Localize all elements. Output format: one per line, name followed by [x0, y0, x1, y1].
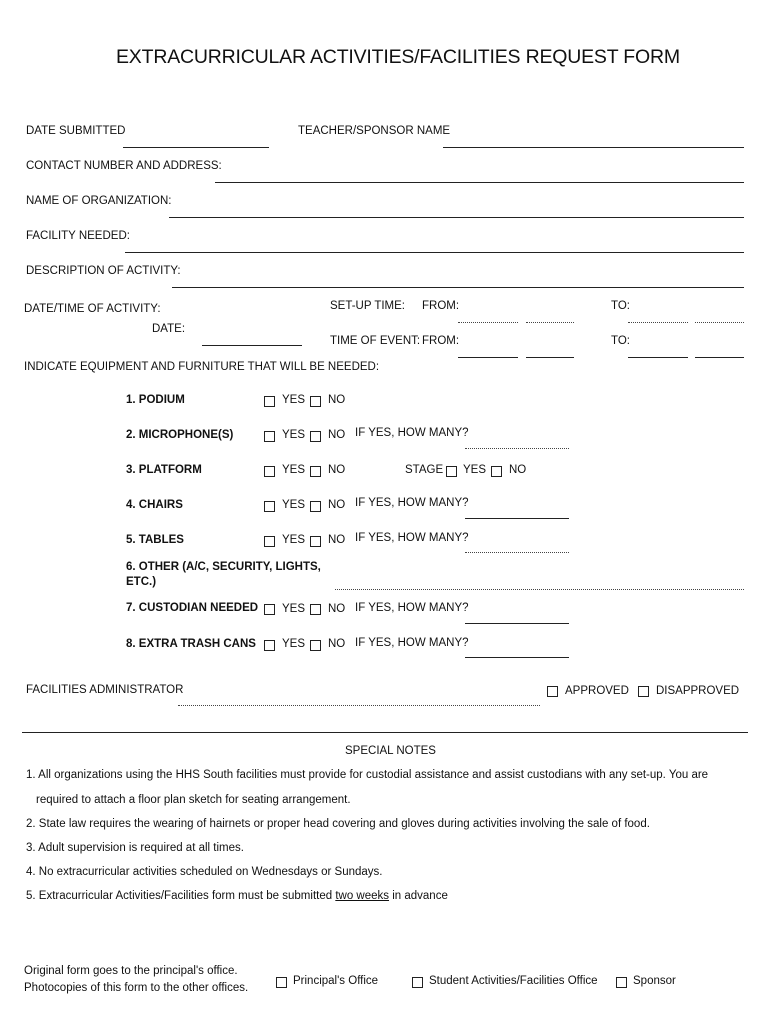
teacher-sponsor-label: TEACHER/SPONSOR NAME	[298, 125, 451, 137]
note-1-line1: 1. All organizations using the HHS South facilities must provide for custodial assistance and assist custodians with any set-up. You are	[26, 769, 709, 781]
platform-yes-label: YES	[282, 464, 306, 476]
setup-from-field-1[interactable]	[458, 322, 518, 323]
stage-no-label: NO	[509, 464, 527, 476]
chairs-no-label: NO	[328, 499, 346, 511]
trash-yes-checkbox[interactable]	[264, 640, 275, 651]
disapproved-checkbox[interactable]	[638, 686, 649, 697]
tables-yes-checkbox[interactable]	[264, 536, 275, 547]
facility-field[interactable]	[125, 252, 744, 253]
sponsor-checkbox[interactable]	[616, 977, 627, 988]
description-field[interactable]	[172, 287, 744, 288]
date-submitted-label: DATE SUBMITTED	[26, 125, 126, 137]
other-field[interactable]	[335, 589, 744, 590]
note-5-text: 5. Extracurricular Activities/Facilities form must be submitted	[26, 890, 336, 902]
custodian-yes-checkbox[interactable]	[264, 604, 275, 615]
item-trash-label: 8. EXTRA TRASH CANS	[126, 638, 256, 650]
form-title: EXTRACURRICULAR ACTIVITIES/FACILITIES REQUEST FORM	[116, 46, 680, 68]
platform-yes-checkbox[interactable]	[264, 466, 275, 477]
note-4: 4. No extracurricular activities scheduled on Wednesdays or Sundays.	[26, 866, 383, 878]
platform-no-label: NO	[328, 464, 346, 476]
event-from-label: FROM:	[422, 335, 460, 347]
tables-no-label: NO	[328, 534, 346, 546]
tables-count-field[interactable]	[465, 552, 569, 553]
student-activities-label: Student Activities/Facilities Office	[429, 975, 598, 987]
footer-line-1: Original form goes to the principal's office.	[24, 965, 238, 977]
trash-how-many-label: IF YES, HOW MANY?	[355, 637, 469, 649]
note-1-line2: required to attach a floor plan sketch for seating arrangement.	[36, 794, 351, 806]
event-to-field-2[interactable]	[695, 357, 744, 358]
chairs-count-field[interactable]	[465, 518, 569, 519]
event-from-field-1[interactable]	[458, 357, 518, 358]
approved-label: APPROVED	[565, 685, 629, 697]
organization-label: NAME OF ORGANIZATION:	[26, 195, 172, 207]
date-submitted-field[interactable]	[123, 147, 269, 148]
principal-office-checkbox[interactable]	[276, 977, 287, 988]
note-5-suffix: in advance	[389, 890, 448, 902]
podium-yes-checkbox[interactable]	[264, 396, 275, 407]
footer-line-2: Photocopies of this form to the other offices.	[24, 982, 249, 994]
setup-to-field-2[interactable]	[695, 322, 744, 323]
custodian-yes-label: YES	[282, 603, 306, 615]
item-platform-label: 3. PLATFORM	[126, 464, 202, 476]
item-tables-label: 5. TABLES	[126, 534, 184, 546]
contact-label: CONTACT NUMBER AND ADDRESS:	[26, 160, 222, 172]
microphone-how-many-label: IF YES, HOW MANY?	[355, 427, 469, 439]
setup-from-field-2[interactable]	[526, 322, 574, 323]
time-of-event-label: TIME OF EVENT:	[330, 335, 421, 347]
podium-yes-label: YES	[282, 394, 306, 406]
administrator-label: FACILITIES ADMINISTRATOR	[26, 684, 184, 696]
stage-yes-checkbox[interactable]	[446, 466, 457, 477]
microphone-yes-checkbox[interactable]	[264, 431, 275, 442]
note-3: 3. Adult supervision is required at all times.	[26, 842, 244, 854]
disapproved-label: DISAPPROVED	[656, 685, 740, 697]
date-label: DATE:	[152, 323, 186, 335]
stage-no-checkbox[interactable]	[491, 466, 502, 477]
teacher-sponsor-field[interactable]	[443, 147, 744, 148]
equipment-heading: INDICATE EQUIPMENT AND FURNITURE THAT WILL BE NEEDED:	[24, 361, 380, 373]
trash-yes-label: YES	[282, 638, 306, 650]
event-to-label: TO:	[611, 335, 630, 347]
chairs-no-checkbox[interactable]	[310, 501, 321, 512]
custodian-no-label: NO	[328, 603, 346, 615]
chairs-yes-label: YES	[282, 499, 306, 511]
note-2: 2. State law requires the wearing of hairnets or proper head covering and gloves during activities involving the sale of food.	[26, 818, 650, 830]
item-other-label-line2: ETC.)	[126, 576, 157, 588]
trash-count-field[interactable]	[465, 657, 569, 658]
platform-no-checkbox[interactable]	[310, 466, 321, 477]
item-podium-label: 1. PODIUM	[126, 394, 185, 406]
custodian-count-field[interactable]	[465, 623, 569, 624]
setup-to-label: TO:	[611, 300, 630, 312]
setup-time-label: SET-UP TIME:	[330, 300, 405, 312]
custodian-no-checkbox[interactable]	[310, 604, 321, 615]
microphone-no-checkbox[interactable]	[310, 431, 321, 442]
administrator-signature-field[interactable]	[178, 705, 540, 706]
event-from-field-2[interactable]	[526, 357, 574, 358]
trash-no-label: NO	[328, 638, 346, 650]
setup-to-field-1[interactable]	[628, 322, 688, 323]
principal-office-label: Principal's Office	[293, 975, 379, 987]
special-notes-heading: SPECIAL NOTES	[345, 745, 436, 757]
datetime-activity-label: DATE/TIME OF ACTIVITY:	[24, 303, 161, 315]
chairs-yes-checkbox[interactable]	[264, 501, 275, 512]
item-other-label-line1: 6. OTHER (A/C, SECURITY, LIGHTS,	[126, 561, 321, 573]
podium-no-checkbox[interactable]	[310, 396, 321, 407]
chairs-how-many-label: IF YES, HOW MANY?	[355, 497, 469, 509]
organization-field[interactable]	[169, 217, 744, 218]
tables-how-many-label: IF YES, HOW MANY?	[355, 532, 469, 544]
stage-label: STAGE	[405, 464, 444, 476]
section-divider	[22, 732, 748, 733]
microphone-no-label: NO	[328, 429, 346, 441]
tables-yes-label: YES	[282, 534, 306, 546]
sponsor-label: Sponsor	[633, 975, 676, 987]
student-activities-checkbox[interactable]	[412, 977, 423, 988]
facility-label: FACILITY NEEDED:	[26, 230, 130, 242]
tables-no-checkbox[interactable]	[310, 536, 321, 547]
setup-from-label: FROM:	[422, 300, 460, 312]
event-to-field-1[interactable]	[628, 357, 688, 358]
microphone-count-field[interactable]	[465, 448, 569, 449]
stage-yes-label: YES	[463, 464, 487, 476]
approved-checkbox[interactable]	[547, 686, 558, 697]
podium-no-label: NO	[328, 394, 346, 406]
microphone-yes-label: YES	[282, 429, 306, 441]
item-chairs-label: 4. CHAIRS	[126, 499, 183, 511]
note-5	[26, 890, 448, 902]
date-field[interactable]	[202, 345, 302, 346]
note-5-underlined: two weeks	[335, 890, 390, 902]
contact-field[interactable]	[215, 182, 744, 183]
item-custodian-label: 7. CUSTODIAN NEEDED	[126, 602, 259, 614]
item-microphone-label: 2. MICROPHONE(S)	[126, 429, 234, 441]
description-label: DESCRIPTION OF ACTIVITY:	[26, 265, 181, 277]
trash-no-checkbox[interactable]	[310, 640, 321, 651]
custodian-how-many-label: IF YES, HOW MANY?	[355, 602, 469, 614]
